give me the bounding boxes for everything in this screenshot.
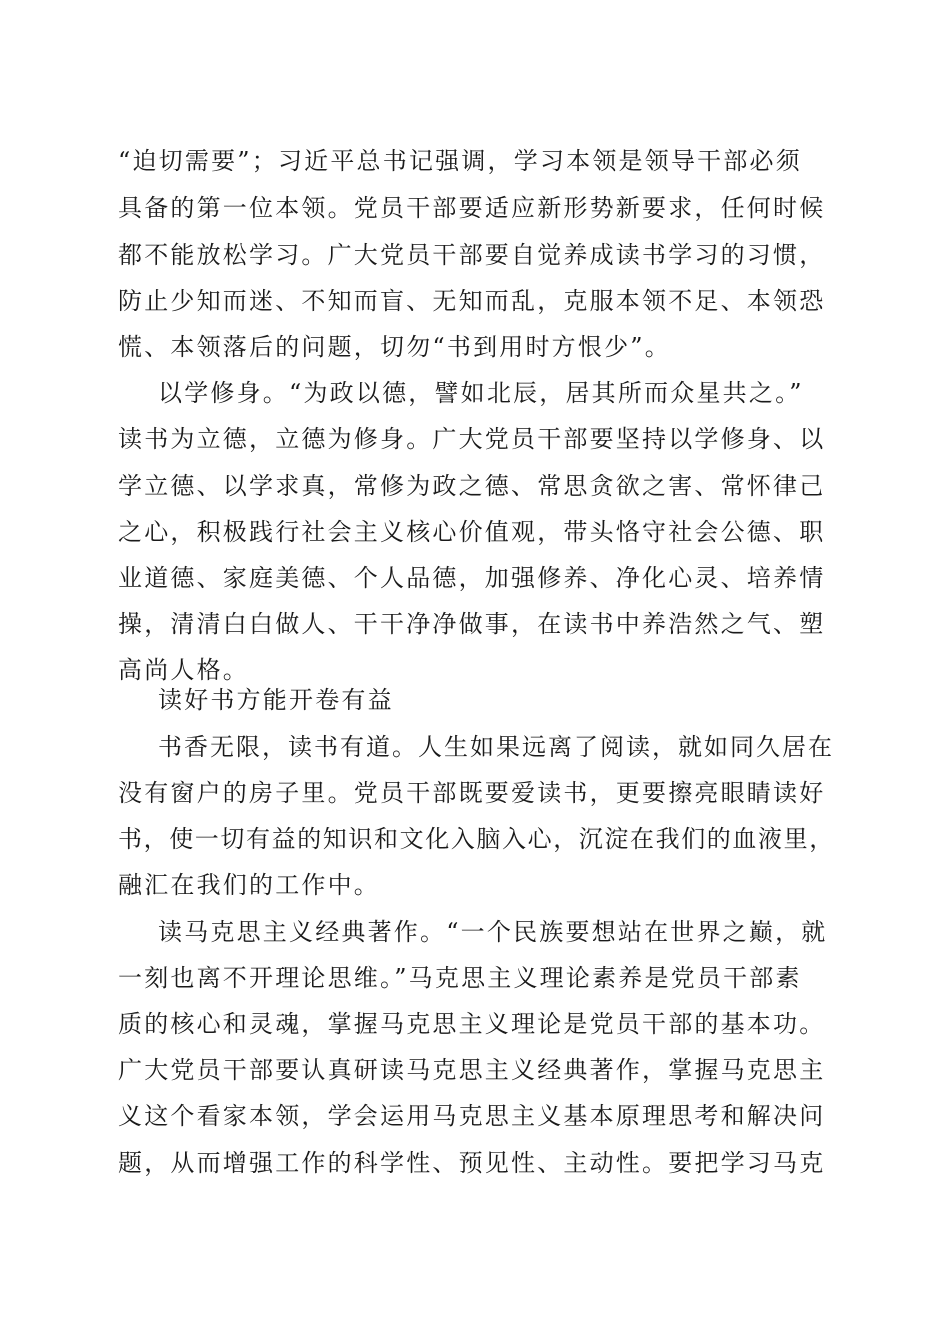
text-line: 学立德、以学求真，常修为政之德、常思贪欲之害、常怀律己 <box>118 472 826 500</box>
text-line: 业道德、家庭美德、个人品德，加强修养、净化心灵、培养情 <box>118 564 826 592</box>
text-line: 题，从而增强工作的科学性、预见性、主动性。要把学习马克 <box>118 1149 826 1177</box>
text-line: 高尚人格。 <box>118 656 249 684</box>
text-line: 没有窗户的房子里。党员干部既要爱读书，更要擦亮眼睛读好 <box>118 779 826 807</box>
text-line: 书，使一切有益的知识和文化入脑入心，沉淀在我们的血液里， <box>118 825 835 853</box>
text-line: 操，清清白白做人、干干净净做事，在读书中养浩然之气、塑 <box>118 610 826 638</box>
text-line: 质的核心和灵魂，掌握马克思主义理论是党员干部的基本功。 <box>118 1010 826 1038</box>
paragraph-start-line: 以学修身。“为政以德，譬如北辰，居其所而众星共之。” <box>158 379 804 407</box>
text-line: 一刻也离不开理论思维。”马克思主义理论素养是党员干部素 <box>118 964 802 992</box>
text-line: 都不能放松学习。广大党员干部要自觉养成读书学习的习惯， <box>118 241 826 269</box>
text-line: 之心，积极践行社会主义核心价值观，带头恪守社会公德、职 <box>118 518 826 546</box>
text-line: 广大党员干部要认真研读马克思主义经典著作，掌握马克思主 <box>118 1056 826 1084</box>
text-line: 融汇在我们的工作中。 <box>118 871 380 899</box>
paragraph-start-line: 书香无限，读书有道。人生如果远离了阅读，就如同久居在 <box>158 733 834 761</box>
text-line: 防止少知而迷、不知而盲、无知而乱，克服本领不足、本领恐 <box>118 287 826 315</box>
text-line: 读书为立德，立德为修身。广大党员干部要坚持以学修身、以 <box>118 425 826 453</box>
text-line: 义这个看家本领，学会运用马克思主义基本原理思考和解决问 <box>118 1102 826 1130</box>
text-line: “迫切需要”；习近平总书记强调，学习本领是领导干部必须 <box>118 147 802 175</box>
text-line: 慌、本领落后的问题，切勿“书到用时方恨少”。 <box>118 333 671 361</box>
text-line: 具备的第一位本领。党员干部要适应新形势新要求，任何时候 <box>118 194 826 222</box>
section-heading: 读好书方能开卷有益 <box>158 686 394 714</box>
paragraph-start-line: 读马克思主义经典著作。“一个民族要想站在世界之巅，就 <box>158 918 828 946</box>
